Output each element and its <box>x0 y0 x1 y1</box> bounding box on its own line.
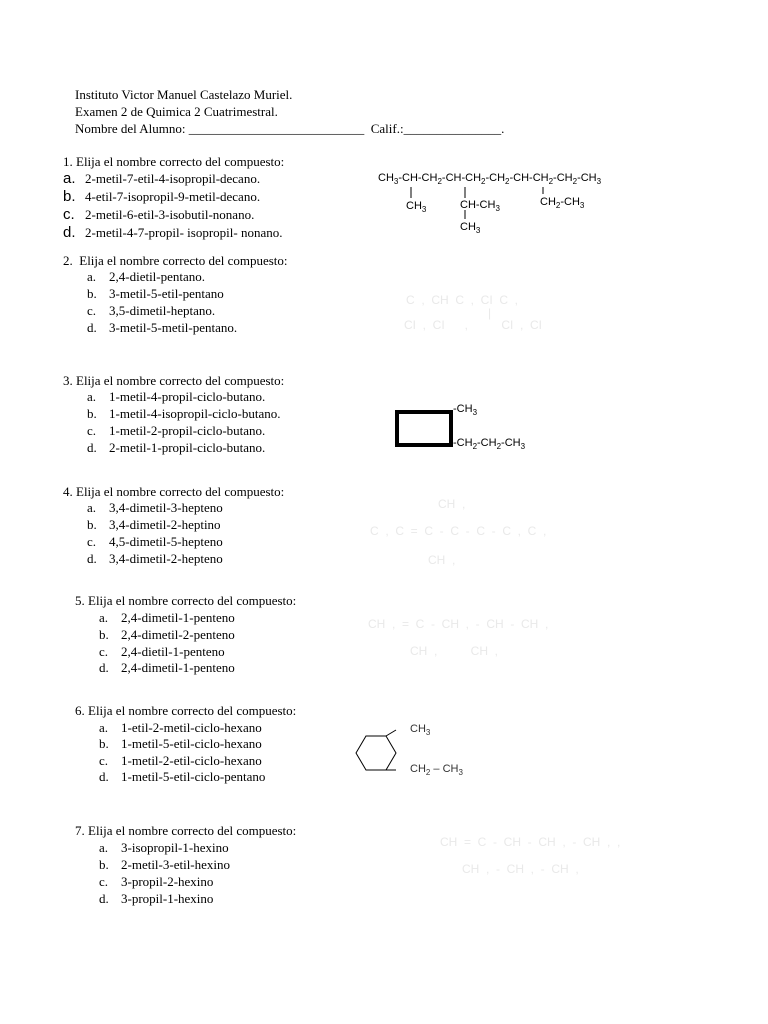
question-5-option-b[interactable]: b. 2,4-dimetil-2-penteno <box>99 627 235 642</box>
q2-faint-structure-line2: CI , CI , CI , CI <box>404 318 543 332</box>
question-5-option-a[interactable]: a. 2,4-dimetil-1-penteno <box>99 610 235 625</box>
question-7-option-d[interactable]: d. 3-propil-1-hexino <box>99 891 214 906</box>
question-7-option-a[interactable]: a. 3-isopropil-1-hexino <box>99 840 229 855</box>
question-1-structure <box>378 172 658 242</box>
q3-propyl: $-CH_2-CH_2-CH_3$ <box>453 437 526 452</box>
question-2-option-a[interactable]: a. 2,4-dietil-pentano. <box>87 269 206 284</box>
cyclobutane-ring <box>395 410 453 447</box>
question-2-title: 2. Elija el nombre correcto del compuesto: <box>63 253 288 268</box>
question-1-option-a[interactable]: a. 2-metil-7-etil-4-isopropil-decano. <box>63 170 261 187</box>
question-3-option-d[interactable]: d. 2-metil-1-propil-ciclo-butano. <box>87 440 266 455</box>
question-4-title: 4. Elija el nombre correcto del compuesto: <box>63 484 285 499</box>
q2-faint-structure-bond: | <box>488 306 492 320</box>
q6-methyl: $CH_3$ <box>410 723 431 738</box>
q3-methyl: $-CH_3$ <box>453 403 478 418</box>
question-5-option-d[interactable]: d. 2,4-dimetil-1-penteno <box>99 660 235 675</box>
question-3-option-a[interactable]: a. 1-metil-4-propil-ciclo-butano. <box>87 389 266 404</box>
question-1-option-b[interactable]: b. 4-etil-7-isopropil-9-metil-decano. <box>63 188 261 205</box>
q1-branch-methyl: $CH_3$ <box>406 200 427 215</box>
question-3-option-c[interactable]: c. 1-metil-2-propil-ciclo-butano. <box>87 423 266 438</box>
q5-faint-structure-branches: CH , CH , <box>410 644 499 658</box>
question-7-option-b[interactable]: b. 2-metil-3-etil-hexino <box>99 857 231 872</box>
question-6-option-d[interactable]: d. 1-metil-5-etil-ciclo-pentano <box>99 769 266 784</box>
question-6-option-c[interactable]: c. 1-metil-2-etil-ciclo-hexano <box>99 753 262 768</box>
question-6-option-b[interactable]: b. 1-metil-5-etil-ciclo-hexano <box>99 736 262 751</box>
q1-main-chain: $CH_3-CH-CH_2-CH-CH_2-CH_2-CH-CH_2-CH_2-CH_3$ <box>378 172 602 187</box>
question-7-option-c[interactable]: c. 3-propil-2-hexino <box>99 874 214 889</box>
exam-title: Examen 2 de Quimica 2 Cuatrimestral. <box>75 104 278 119</box>
question-4-option-a[interactable]: a. 3,4-dimetil-3-hepteno <box>87 500 223 515</box>
school-name: Instituto Victor Manuel Castelazo Muriel. <box>75 87 293 102</box>
question-4-option-b[interactable]: b. 3,4-dimetil-2-heptino <box>87 517 221 532</box>
q1-branch-isopropyl: $CH-CH_3$ <box>460 199 500 214</box>
q5-faint-structure-chain: CH , = C - CH , - CH - CH , <box>368 617 549 631</box>
q6-ethyl: $CH_2 - CH_3$ <box>410 763 463 778</box>
q4-faint-structure-chain: C , C = C - C - C - C , C , <box>370 524 547 538</box>
question-6-title: 6. Elija el nombre correcto del compuesto: <box>75 703 297 718</box>
question-2-option-b[interactable]: b. 3-metil-5-etil-pentano <box>87 286 224 301</box>
question-4-option-c[interactable]: c. 4,5-dimetil-5-hepteno <box>87 534 223 549</box>
question-3-title: 3. Elija el nombre correcto del compuesto: <box>63 373 285 388</box>
question-5-title: 5. Elija el nombre correcto del compuesto: <box>75 593 297 608</box>
q7-faint-structure-branch: CH , - CH , - CH , <box>462 862 579 876</box>
question-6-option-a[interactable]: a. 1-etil-2-metil-ciclo-hexano <box>99 720 262 735</box>
question-2-option-d[interactable]: d. 3-metil-5-metil-pentano. <box>87 320 238 335</box>
q2-faint-structure-line1: C , CH C , CI C , <box>406 293 519 307</box>
question-3-structure <box>392 402 542 452</box>
question-1-title: 1. Elija el nombre correcto del compuesto: <box>63 154 285 169</box>
question-3-option-b[interactable]: b. 1-metil-4-isopropil-ciclo-butano. <box>87 406 281 421</box>
question-7-title: 7. Elija el nombre correcto del compuesto: <box>75 823 297 838</box>
q7-faint-structure-chain: CH = C - CH - CH , - CH , , <box>440 835 621 849</box>
question-4-option-d[interactable]: d. 3,4-dimetil-2-hepteno <box>87 551 223 566</box>
question-1-option-c[interactable]: c. 2-metil-6-etil-3-isobutil-nonano. <box>63 206 255 223</box>
question-6-structure <box>348 718 488 778</box>
q1-branch-ethyl: $CH_2-CH_3$ <box>540 196 585 211</box>
q4-faint-structure-top: CH , <box>438 497 466 511</box>
question-5-option-c[interactable]: c. 2,4-dietil-1-penteno <box>99 644 225 659</box>
question-1-option-d[interactable]: d. 2-metil-4-7-propil- isopropil- nonano. <box>63 224 283 241</box>
q4-faint-structure-bottom: CH , <box>428 553 456 567</box>
student-name-line: Nombre del Alumno: ___________________________ Calif.:_______________. <box>75 121 505 136</box>
question-2-option-c[interactable]: c. 3,5-dimetil-heptano. <box>87 303 216 318</box>
q1-branch-isopropyl-methyl: $CH_3$ <box>460 221 481 236</box>
